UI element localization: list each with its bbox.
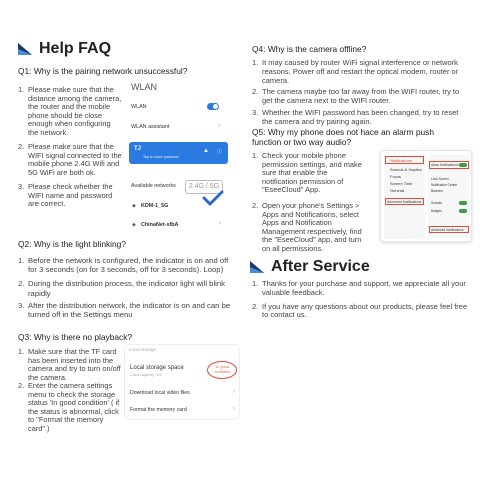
q4-list — [252, 59, 462, 132]
band-badge: 2.4G / 5G — [185, 180, 223, 194]
connected-network-name: TJ — [134, 146, 142, 152]
wlan-screen — [127, 80, 230, 232]
available-networks-label: Available networks — [131, 183, 176, 189]
settings-item[interactable]: Sounds & Haptics — [390, 167, 422, 172]
settings-option: Sounds — [431, 201, 442, 205]
q3-question: Q3: Why is there no playback? — [18, 332, 133, 342]
settings-right-panel — [428, 155, 470, 239]
flag-icon — [250, 260, 264, 274]
settings-item[interactable]: Notifications — [390, 158, 412, 163]
wifi-icon: ◆ — [132, 222, 136, 228]
allow-notifications-toggle[interactable] — [459, 163, 467, 167]
q4-item: 1. It may caused by router WiFi signal interference or network reasons. Power off and restart the optical modem, router or camera. — [252, 58, 459, 85]
settings-item[interactable]: Focus — [390, 174, 401, 179]
settings-left-panel — [384, 155, 425, 239]
q1-question: Q1: Why is the pairing network unsuccessful? — [18, 66, 188, 76]
settings-item[interactable]: General — [390, 188, 405, 193]
download-videos-row[interactable]: Download local video files — [130, 390, 190, 396]
q5-list — [252, 152, 362, 259]
chevron-right-icon: › — [233, 406, 235, 412]
q1-list — [18, 143, 122, 182]
after-service-item: 1. Thanks for your purchase and support, we appreciate all your valuable feedback. — [252, 279, 466, 297]
local-storage-sub: Used capacity: 0% — [130, 373, 162, 377]
storage-header: Local storage — [129, 347, 157, 352]
local-storage-row[interactable]: Local storage space — [130, 365, 184, 371]
wlan-assistant-row[interactable]: WLAN assistant — [131, 124, 170, 130]
q5-question: Q5: Why my phone does not hace an alarm push function or two way audio? — [252, 127, 435, 147]
help-faq-title: Help FAQ — [39, 40, 112, 57]
q2-item: 2. During the distribution process, the indicator light will blink rapidly — [18, 279, 225, 298]
settings-screen — [380, 150, 472, 242]
q4-item: 3. Whether the WIFI password has been changed, try to reset the camera and try pairing again. — [252, 107, 459, 126]
help-faq-heading — [18, 40, 111, 58]
q2-question: Q2: Why is the light blinking? — [18, 239, 126, 249]
q4-item: 2. The camera maybe too far away from the WIFI router, try to get the camera next to the WIFI router. — [252, 87, 460, 106]
storage-screen — [124, 344, 240, 420]
settings-item[interactable]: Screen Time — [390, 181, 413, 186]
q2-list — [18, 256, 236, 324]
q4-question: Q4: Why is the camera offline? — [252, 44, 367, 54]
badges-toggle[interactable] — [459, 209, 467, 213]
wifi-icon: ◆ — [132, 203, 136, 209]
wlan-screen-title: WLAN — [131, 82, 158, 92]
format-card-row[interactable]: Format the memory card — [130, 407, 187, 413]
connected-network-card[interactable] — [129, 142, 228, 164]
chevron-right-icon: › — [219, 221, 221, 227]
after-service-heading — [250, 258, 370, 276]
q3-item: 2. Enter the camera settings menu to check the storage status 'In good condition' ( if the status is abnormal, click to "Format the memory card".) — [18, 381, 120, 433]
network-row[interactable]: ChinaNet-sfbA — [141, 222, 179, 228]
connected-network-sub: Tap to share password — [143, 155, 180, 159]
after-service-list — [252, 280, 468, 325]
advanced-notifications-label[interactable]: Advanced Notifications — [431, 228, 464, 232]
q1-item: 2. Please make sure that the WIFI signal connected to the mobile phone 2.4G Wifi and 5G WiFi are both ok. — [18, 142, 122, 177]
q1-item: 3. Please check whether the WIFI name and password are correct. — [18, 182, 113, 209]
after-service-item: 2. If you have any questions about our products, please feel free to contact us. — [252, 301, 468, 320]
chevron-right-icon: › — [218, 123, 220, 129]
q2-item: 1. Before the network is configured, the indicator is on and off for 3 seconds (on for 3 seconds, off for 3 seconds). Loop) — [18, 256, 229, 275]
chevron-right-icon: › — [233, 389, 235, 395]
q5-item: 1. Check your mobile phone permission settings, and make sure that enable the notification permission of "EseeCloud" App. — [252, 151, 362, 195]
wlan-row[interactable]: WLAN — [131, 104, 147, 110]
info-icon: ⓘ — [217, 149, 223, 155]
q5-item: 2. Open your phone's Settings > Apps and Notifications, select Apps and Notification Management respectively, find the "EseeCloud" app, and turn on all permissions. — [252, 200, 362, 253]
q1-item: 1. Please make sure that the distance among the camera, the router and the mobile phone should be close enough when configuring the network. — [18, 85, 122, 137]
advanced-notifications-label[interactable]: Advanced Notifications — [387, 200, 422, 204]
q1-list — [18, 183, 122, 214]
settings-option: Badges — [431, 209, 442, 213]
settings-option: Notification Center — [431, 183, 458, 187]
q1-list — [18, 86, 122, 143]
settings-option: Lock Screen — [431, 177, 449, 181]
wlan-toggle[interactable] — [207, 103, 219, 110]
after-service-title: After Service — [271, 258, 370, 275]
settings-option: Banners — [431, 189, 443, 193]
wifi-lock-icon: ▲ — [203, 148, 209, 154]
q3-item: 1. Make sure that the TF card has been inserted into the camera and try to turn on/off the camera. — [18, 347, 121, 382]
q2-item: 3. After the distribution network, the indicator is on and can be turned off in the Settings menu — [18, 300, 231, 320]
q3-list — [18, 382, 122, 439]
network-row[interactable]: KDM-1_5G — [141, 203, 169, 209]
flag-icon — [18, 42, 32, 56]
allow-notifications-label: Allow Notifications — [431, 163, 459, 167]
sounds-toggle[interactable] — [459, 201, 467, 205]
storage-status: In good condition — [214, 364, 231, 374]
